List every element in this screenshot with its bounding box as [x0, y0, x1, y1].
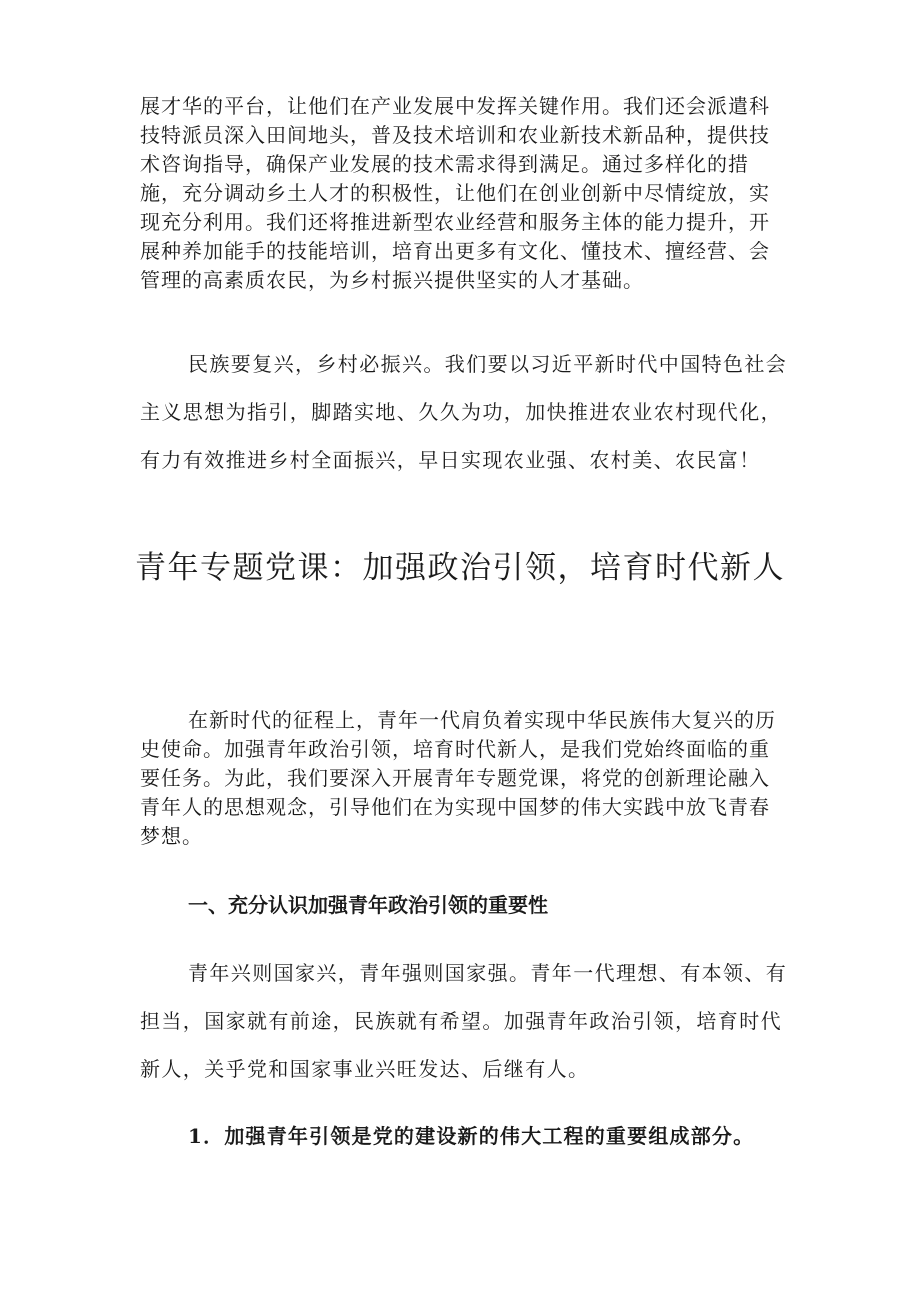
closing-paragraph: 民族要复兴，乡村必振兴。我们要以习近平新时代中国特色社会主义思想为指引，脚踏实地、久久为功，加快推进农业农村现代化，有力有效推进乡村全面振兴，早日实现农业强、农村美、农民富！: [140, 352, 788, 472]
page-title: 青年专题党课：加强政治引领，培育时代新人: [135, 550, 785, 586]
section-paragraph: 青年兴则国家兴，青年强则国家强。青年一代理想、有本领、有担当，国家就有前途，民族就有希望。加强青年政治引领，培育时代新人，关乎党和国家事业兴旺发达、后继有人。: [140, 961, 788, 1081]
intro-paragraph: 在新时代的征程上，青年一代肩负着实现中华民族伟大复兴的历史使命。加强青年政治引领，培育时代新人，是我们党始终面临的重要任务。为此，我们要深入开展青年专题党课，将党的创新理论融入青年人的思想观念，引导他们在为实现中国梦的伟大实践中放飞青春梦想。: [140, 708, 776, 848]
top-paragraph: 展才华的平台，让他们在产业发展中发挥关键作用。我们还会派遣科技特派员深入田间地头，普及技术培训和农业新技术新品种，提供技术咨询指导，确保产业发展的技术需求得到满足。通过多样化的措施，充分调动乡土人才的积极性，让他们在创业创新中尽情绽放，实现充分利用。我们还将推进新型农业经营和服务主体的能力提升，开展种养加能手的技能培训，培育出更多有文化、懂技术、擅经营、会管理的高素质农民，为乡村振兴提供坚实的人才基础。: [140, 94, 770, 292]
section-heading: 一、充分认识加强青年政治引领的重要性: [188, 893, 548, 917]
subsection-heading: 1．加强青年引领是党的建设新的伟大工程的重要组成部分。: [188, 1124, 755, 1148]
